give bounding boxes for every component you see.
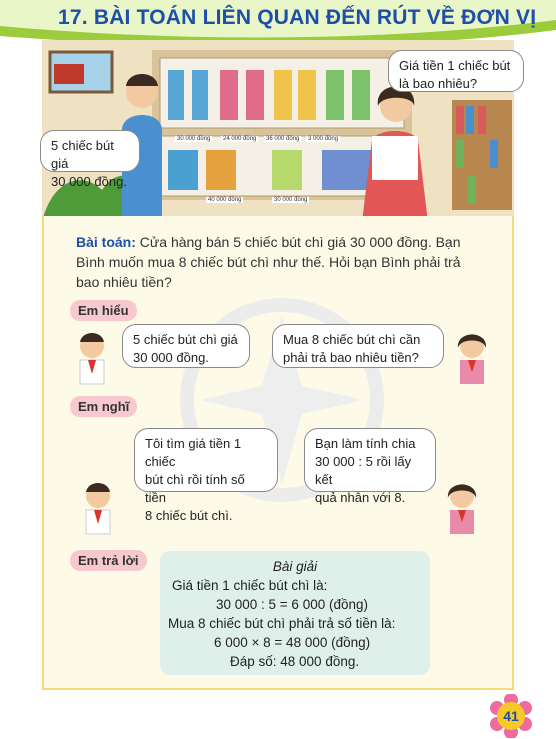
price-tag: 36 000 đồng (266, 136, 300, 142)
boy-avatar (72, 330, 112, 386)
solution-line: 30 000 : 5 = 6 000 (đồng) (216, 597, 368, 612)
price-tag: 24 000 đồng (223, 136, 257, 142)
price-tag: 3 000 đồng (308, 136, 339, 142)
solution-box (160, 551, 430, 675)
solution-line: Mua 8 chiếc bút chì phải trả số tiền là: (168, 616, 396, 631)
boy-speech-bubble: 5 chiếc bút giá 30 000 đồng. (40, 130, 140, 172)
page-number: 41 (497, 702, 525, 730)
price-tag: 30 000 đồng (274, 197, 308, 203)
section-tag-think: Em nghĩ (70, 396, 137, 417)
girl-avatar (440, 480, 484, 536)
price-tag: 40 000 đồng (208, 197, 242, 203)
think-boy-bubble: Tôi tìm giá tiền 1 chiếc bút chì rồi tính số tiền 8 chiếc bút chì. (134, 428, 278, 492)
solution-heading: Bài giải (272, 559, 318, 574)
understand-girl-bubble: Mua 8 chiếc bút chì cần phải trả bao nhiêu tiền? (272, 324, 444, 368)
understand-boy-bubble: 5 chiếc bút chì giá 30 000 đồng. (122, 324, 250, 368)
girl-avatar (452, 330, 492, 386)
section-tag-understand: Em hiểu (70, 300, 137, 321)
solution-answer: Đáp số: 48 000 đồng. (230, 654, 360, 669)
problem-statement: Bài toán: Cửa hàng bán 5 chiếc bút chì giá 30 000 đồng. Bạn Bình muốn mua 8 chiếc bút chì như thế. Hỏi bạn Bình phải trả bao nhiêu tiền? (76, 234, 461, 290)
lesson-title: 17. BÀI TOÁN LIÊN QUAN ĐẾN RÚT VỀ ĐƠN VỊ (58, 6, 537, 29)
girl-speech-bubble: Giá tiền 1 chiếc bút là bao nhiêu? (388, 50, 524, 92)
price-tag: 30 000 đồng (177, 136, 211, 142)
think-girl-bubble: Bạn làm tính chia 30 000 : 5 rồi lấy kết quả nhân với 8. (304, 428, 436, 492)
section-tag-answer: Em trả lời (70, 550, 147, 571)
boy-avatar (76, 480, 120, 536)
problem-label: Bài toán: (76, 234, 136, 250)
solution-line: Giá tiền 1 chiếc bút chì là: (172, 578, 328, 593)
solution-line: 6 000 × 8 = 48 000 (đồng) (214, 635, 371, 650)
